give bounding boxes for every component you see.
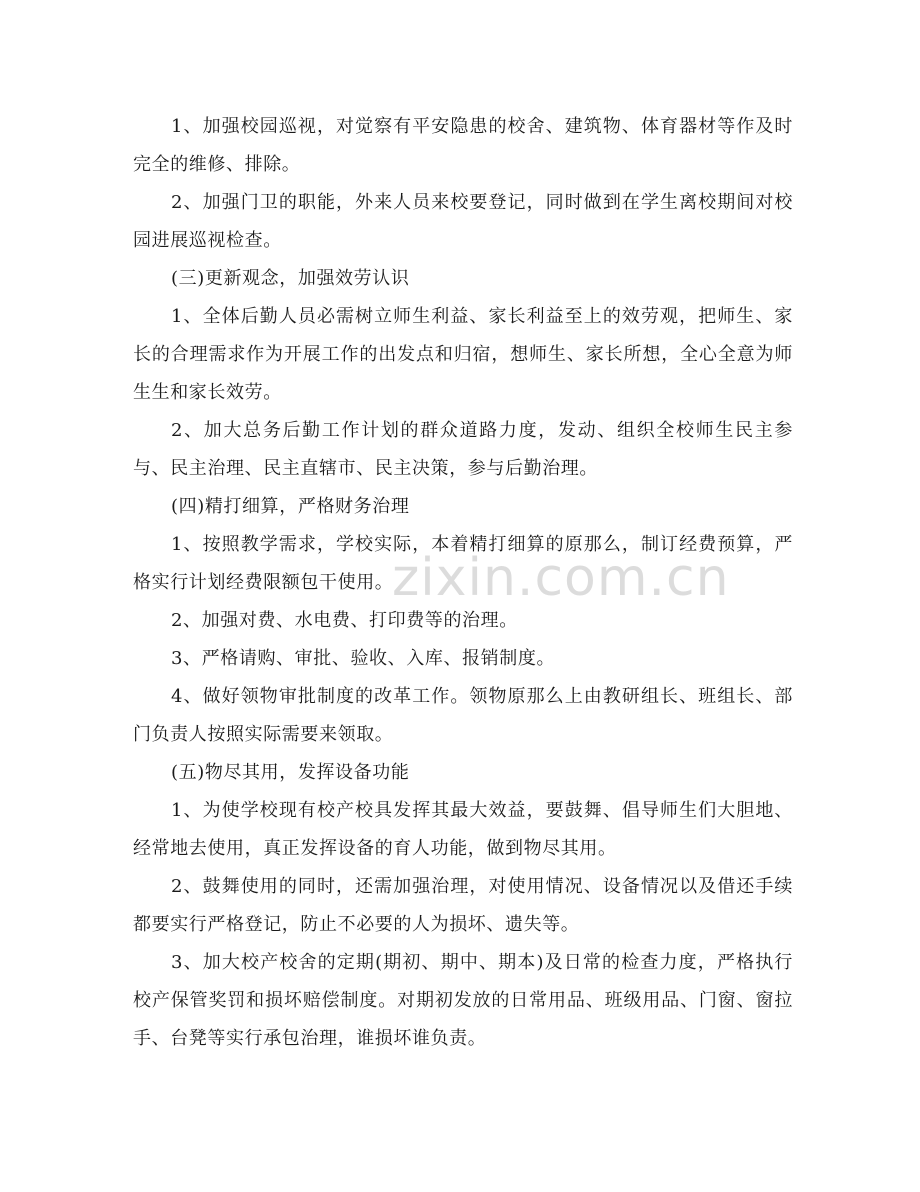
paragraph: 3、严格请购、审批、验收、入库、报销制度。 — [171, 648, 556, 669]
paragraph: 3、加大校产校舍的定期(期初、期中、期本)及日常的检查力度，严格执行校产保管奖罚和损坏赔偿制度。对期初发放的日常用品、班级用品、门窗、窗拉手、台凳等实行承包治理，谁损坏谁负责。 — [133, 952, 793, 1049]
paragraph: 2、鼓舞使用的同时，还需加强治理，对使用情况、设备情况以及借还手续都要实行严格登记，防止不必要的人为损坏、遗失等。 — [133, 876, 793, 935]
paragraph: 1、按照教学需求，学校实际，本着精打细算的原那么，制订经费预算，严格实行计划经费限额包干使用。 — [133, 534, 793, 593]
paragraph: 2、加强门卫的职能，外来人员来校要登记，同时做到在学生离校期间对校园进展巡视检查。 — [133, 192, 793, 251]
paragraph: 1、为使学校现有校产校具发挥其最大效益，要鼓舞、倡导师生们大胆地、经常地去使用，真正发挥设备的育人功能，做到物尽其用。 — [133, 800, 793, 859]
paragraph: 1、全体后勤人员必需树立师生利益、家长利益至上的效劳观，把师生、家长的合理需求作为开展工作的出发点和归宿，想师生、家长所想，全心全意为师生生和家长效劳。 — [133, 306, 793, 403]
watermark: zixin.com.cn — [392, 548, 730, 608]
section-heading: (五)物尽其用，发挥设备功能 — [171, 762, 410, 783]
paragraph: 4、做好领物审批制度的改革工作。领物原那么上由教研组长、班组长、部门负责人按照实际需要来领取。 — [133, 686, 793, 745]
paragraph: 2、加大总务后勤工作计划的群众道路力度，发动、组织全校师生民主参与、民主治理、民主直辖市、民主决策，参与后勤治理。 — [133, 420, 793, 479]
paragraph: 1、加强校园巡视，对觉察有平安隐患的校舍、建筑物、体育器材等作及时完全的维修、排除。 — [133, 116, 793, 175]
section-heading: (四)精打细算，严格财务治理 — [171, 496, 410, 517]
paragraph: 2、加强对费、水电费、打印费等的治理。 — [171, 610, 518, 631]
section-heading: (三)更新观念，加强效劳认识 — [171, 268, 410, 289]
document-body — [133, 108, 793, 1058]
